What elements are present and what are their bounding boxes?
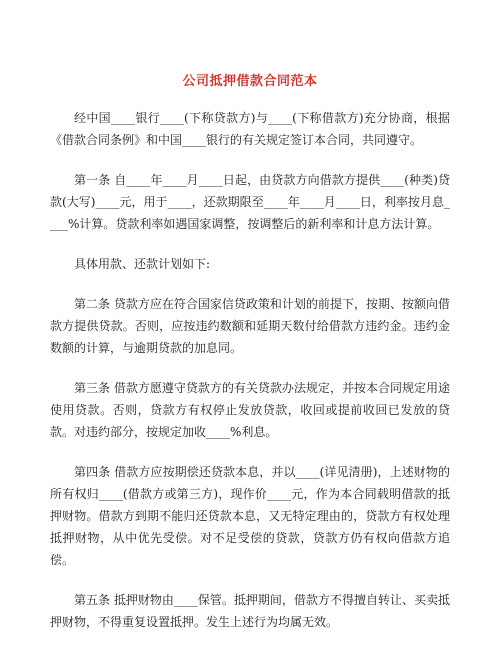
paragraph-article-1: 第一条 自____年____月____日起，由贷款方向借款方提供____(种类)贷款(大写)____元，用于____，还款期限至____年____月____日，利率按月息____%计算。贷款利率如遇国家调整，按调整后的新利率和计息方法计算。 (50, 173, 450, 231)
paragraph-article-5: 第五条 抵押财物由____保管。抵押期间，借款方不得擅自转让、买卖抵押财物，不得重复设置抵押。发生上述行为均属无效。 (50, 593, 450, 629)
paragraph-article-4: 第四条 借款方应按期偿还贷款本息，并以____(详见清册)，上述财物的所有权归____(借款方或第三方)，现作价____元，作为本合同载明借款的抵押财物。借款方到期不能归还贷款本息，又无特定理由的，贷款方有权处理抵押财物，从中优先受偿。对不足受偿的贷款，贷款方仍有权向借款方追偿。 (50, 465, 450, 567)
paragraph-repayment-plan: 具体用款、还款计划如下: (74, 257, 211, 271)
document-title: 公司抵押借款合同范本 (182, 74, 318, 89)
paragraph-article-2: 第二条 贷款方应在符合国家信贷政策和计划的前提下，按期、按额向借款方提供贷款。否则，应按违约数额和延期天数付给借款方违约金。违约金数额的计算，与逾期贷款的加息同。 (50, 297, 450, 355)
paragraph-preamble: 经中国____银行____(下称贷款方)与____(下称借款方)充分协商，根据《借款合同条例》和中国____银行的有关规定签订本合同，共同遵守。 (50, 111, 450, 147)
paragraph-article-3: 第三条 借款方愿遵守贷款方的有关贷款办法规定，并按本合同规定用途使用贷款。否则，贷款方有权停止发放贷款，收回或提前收回已发放的贷款。对违约部分，按规定加收____%利息。 (50, 381, 450, 439)
